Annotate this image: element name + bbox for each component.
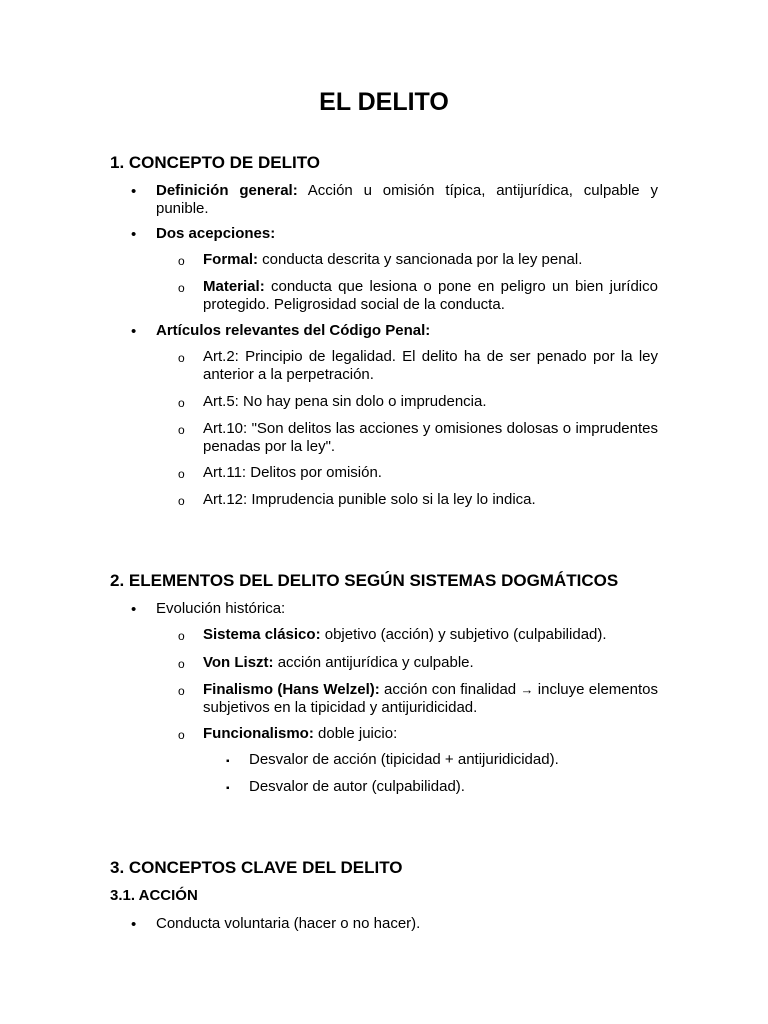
circle-marker: o [178, 467, 185, 481]
clasico-label: Sistema clásico: [203, 626, 321, 643]
circle-marker: o [178, 629, 185, 643]
circle-marker: o [178, 254, 185, 268]
list-item-definicion [156, 182, 658, 217]
list-item-desvalor-accion: Desvalor de acción (tipicidad + antijuridicidad). [249, 751, 559, 768]
funcionalismo-text: doble juicio: [313, 725, 398, 742]
articulos-label: Artículos relevantes del Código Penal: [156, 322, 431, 339]
list-item-articulos [156, 322, 658, 340]
right-arrow-icon: → [520, 682, 534, 697]
list-item-funcionalismo [203, 725, 658, 743]
list-item-desvalor-autor: Desvalor de autor (culpabilidad). [249, 778, 465, 795]
section-2-heading: 2. ELEMENTOS DEL DELITO SEGÚN SISTEMAS DOGMÁTICOS [110, 571, 619, 590]
document-title: EL DELITO [319, 88, 449, 116]
circle-marker: o [178, 423, 185, 437]
circle-marker: o [178, 351, 185, 365]
list-item-art10: Art.10: "Son delitos las acciones y omisiones dolosas o imprudentes penadas por la ley". [203, 420, 658, 455]
square-marker: ▪ [226, 756, 230, 767]
material-text: conducta que lesiona o pone en peligro un bien jurídico protegido. Peligrosidad social de la conducta. [203, 278, 658, 313]
bullet-marker: • [131, 601, 137, 618]
list-item-liszt [203, 654, 658, 672]
list-item-art12: Art.12: Imprudencia punible solo si la ley lo indica. [203, 491, 536, 508]
section-1-heading: 1. CONCEPTO DE DELITO [110, 153, 321, 172]
finalismo-text-a: acción con finalidad [379, 681, 521, 698]
liszt-text: acción antijurídica y culpable. [273, 654, 474, 671]
list-item-material [203, 278, 658, 313]
clasico-text: objetivo (acción) y subjetivo (culpabilidad). [320, 626, 607, 643]
list-item-conducta: Conducta voluntaria (hacer o no hacer). [156, 915, 421, 932]
circle-marker: o [178, 728, 185, 742]
bullet-marker: • [131, 226, 137, 243]
finalismo-text-b: incluye elementos subjetivos en la tipicidad y antijuridicidad. [203, 681, 658, 716]
acepciones-label: Dos acepciones: [156, 225, 276, 242]
bullet-marker: • [131, 323, 137, 340]
list-item-art2: Art.2: Principio de legalidad. El delito ha de ser penado por la ley anterior a la perpetración. [203, 348, 658, 383]
list-item-art11: Art.11: Delitos por omisión. [203, 464, 382, 481]
circle-marker: o [178, 684, 185, 698]
list-item-finalismo [203, 681, 658, 716]
square-marker: ▪ [226, 783, 230, 794]
definicion-label: Definición general: [156, 182, 298, 199]
section-3-heading: 3. CONCEPTOS CLAVE DEL DELITO [110, 858, 403, 877]
list-item-clasico [203, 626, 658, 644]
list-item-acepciones [156, 225, 658, 243]
material-label: Material: [203, 278, 265, 295]
list-item-art5: Art.5: No hay pena sin dolo o imprudencia. [203, 393, 487, 410]
formal-text: conducta descrita y sancionada por la ley penal. [258, 251, 583, 268]
formal-label: Formal: [203, 251, 259, 268]
bullet-marker: • [131, 183, 137, 200]
section-3-1-heading: 3.1. ACCIÓN [110, 887, 198, 904]
definicion-text: Acción u omisión típica, antijurídica, culpable y punible. [156, 182, 659, 217]
circle-marker: o [178, 494, 185, 508]
bullet-marker: • [131, 916, 137, 933]
liszt-label: Von Liszt: [203, 654, 274, 671]
list-item-evolucion: Evolución histórica: [156, 600, 286, 617]
circle-marker: o [178, 396, 185, 410]
finalismo-label: Finalismo (Hans Welzel): [203, 681, 380, 698]
funcionalismo-label: Funcionalismo: [203, 725, 314, 742]
list-item-formal [203, 251, 658, 269]
circle-marker: o [178, 281, 185, 295]
circle-marker: o [178, 657, 185, 671]
